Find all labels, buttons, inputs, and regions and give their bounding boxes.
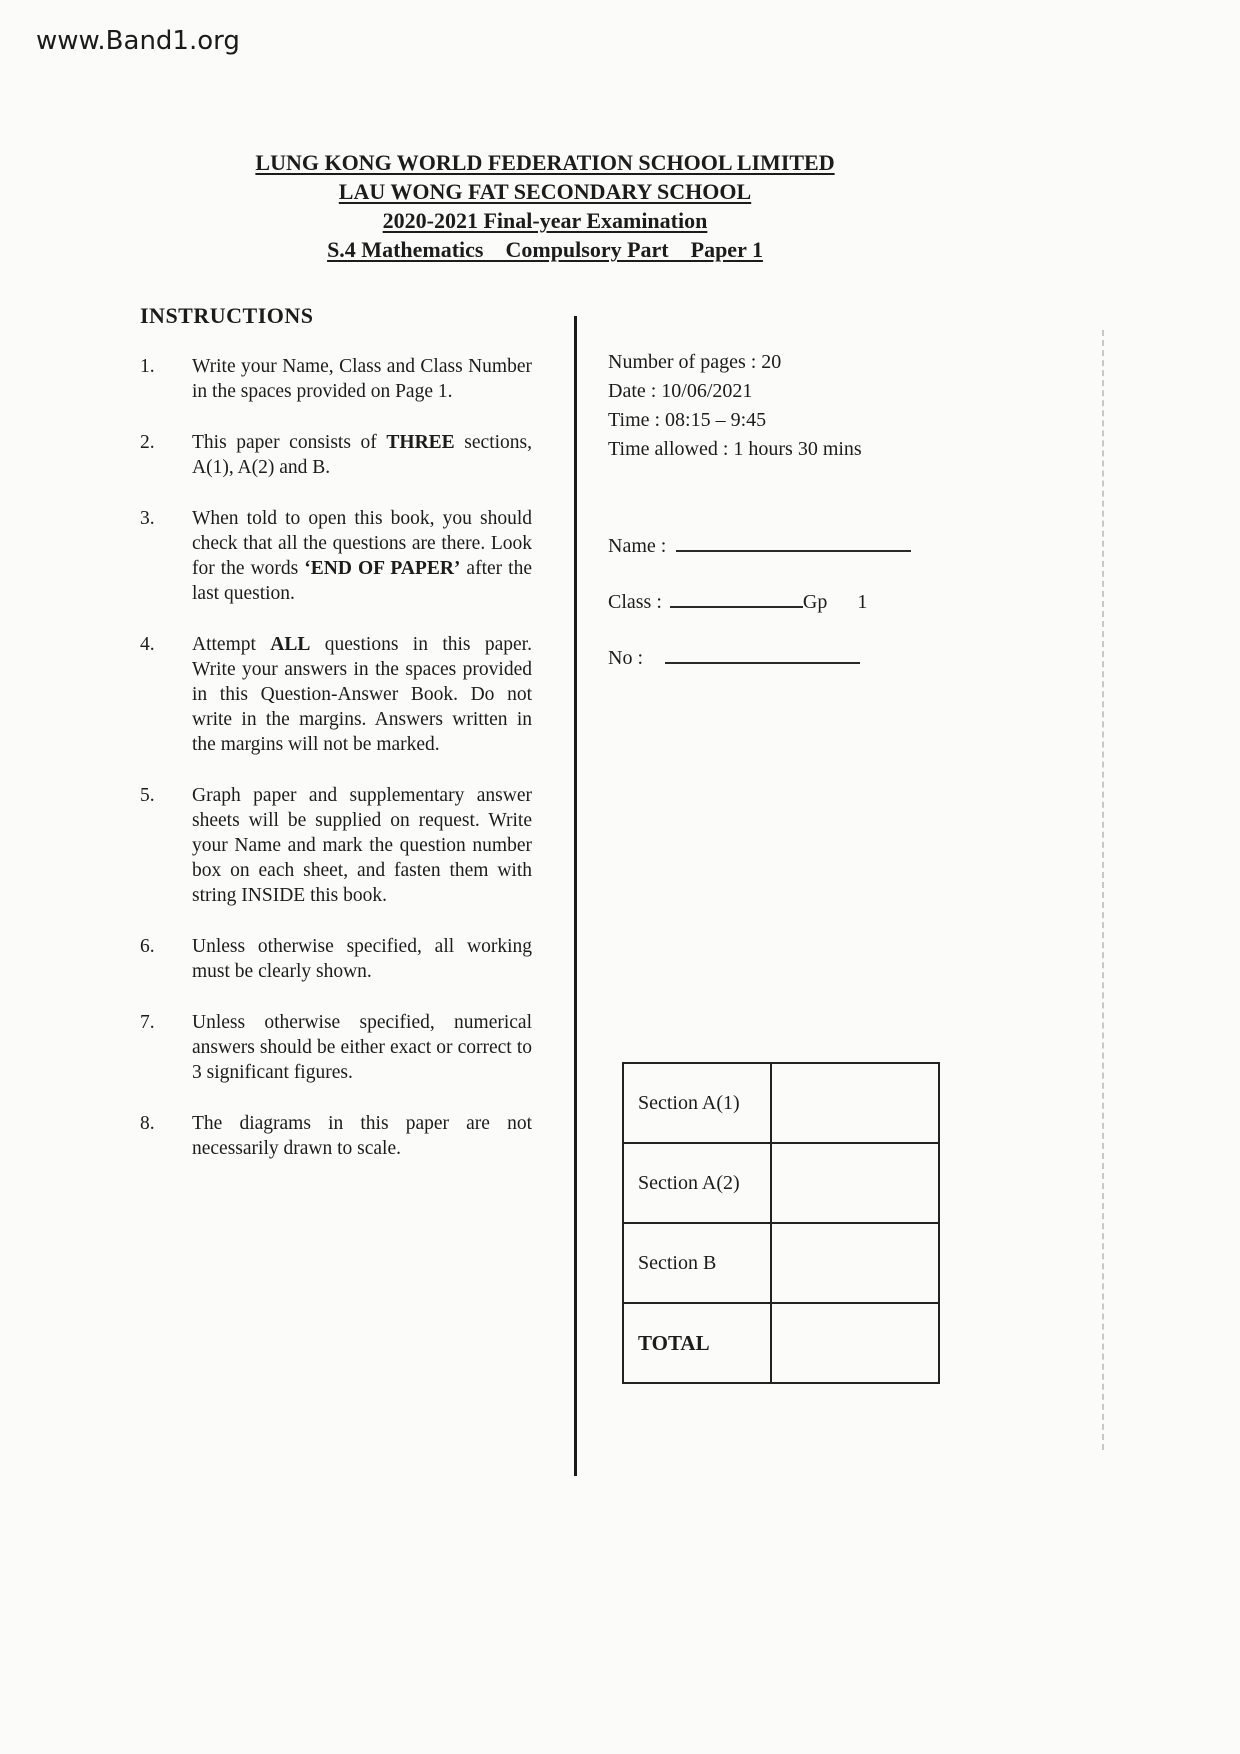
class-field-row (608, 584, 1148, 613)
name-blank (676, 528, 911, 552)
instruction-text-segment: sections, A(1), A(2) and B. (192, 432, 532, 478)
score-table (622, 1062, 940, 1384)
instruction-number: 2. (140, 432, 155, 453)
watermark: www.Band1.org (36, 26, 240, 56)
class-label: Class : (608, 591, 662, 613)
instruction-text-segment: When told to open this book, you should check that all the questions are there. Look for the words (192, 508, 532, 579)
instruction-item (140, 934, 532, 984)
instruction-text-segment: Unless otherwise specified, all working must be clearly shown. (192, 936, 532, 982)
exam-title: 2020-2021 Final-year Examination (382, 208, 708, 233)
score-cell-blank (772, 1304, 938, 1382)
time-allowed-info: Time allowed : 1 hours 30 mins (608, 438, 862, 460)
gp-label: Gp (802, 591, 828, 613)
instruction-text-segment: Attempt (192, 634, 271, 655)
instruction-text-segment: The diagrams in this paper are not necessarily drawn to scale. (192, 1113, 532, 1159)
instructions-section (140, 303, 532, 1187)
instruction-item (140, 1010, 532, 1085)
date-info: Date : 10/06/2021 (608, 380, 753, 402)
score-cell-blank (772, 1064, 938, 1142)
instruction-text (192, 1010, 532, 1085)
instruction-text (192, 1111, 532, 1161)
instruction-text-segment: Write your Name, Class and Class Number in the spaces provided on Page 1. (192, 356, 532, 402)
instruction-item (140, 430, 532, 480)
instruction-item (140, 783, 532, 908)
column-divider (574, 316, 577, 1476)
instruction-number: 3. (140, 508, 155, 529)
school-name-line2: LAU WONG FAT SECONDARY SCHOOL (338, 179, 752, 204)
instruction-text (192, 934, 532, 984)
instruction-text-segment-bold: THREE (386, 432, 455, 453)
instruction-text-segment-bold: ‘END OF PAPER’ (304, 558, 461, 579)
student-fields (608, 528, 1148, 669)
instruction-text-segment: Unless otherwise specified, numerical answers should be either exact or correct to 3 significant figures. (192, 1012, 532, 1083)
score-row-label: Section A(1) (624, 1064, 772, 1142)
score-cell-blank (772, 1224, 938, 1302)
score-cell-blank (772, 1144, 938, 1222)
scan-artifact (1102, 330, 1104, 1450)
instruction-item (140, 506, 532, 606)
instructions-title: INSTRUCTIONS (140, 303, 314, 328)
score-row-label: TOTAL (624, 1304, 772, 1382)
instruction-text-segment-bold: ALL (270, 634, 311, 655)
paper-title: S.4 Mathematics Compulsory Part Paper 1 (327, 237, 763, 262)
class-blank (670, 584, 803, 608)
no-blank (665, 640, 860, 664)
score-row-label: Section A(2) (624, 1144, 772, 1222)
no-field-row (608, 640, 1148, 669)
name-label: Name : (608, 535, 667, 557)
instruction-text (192, 354, 532, 404)
instruction-text-segment: questions in this paper. Write your answers in the spaces provided in this Question-Answer Book. Do not write in the margins. Answers written in the margins will not be marked. (192, 634, 532, 755)
instruction-item (140, 354, 532, 404)
score-row (624, 1224, 938, 1304)
instruction-number: 7. (140, 1012, 155, 1033)
instruction-text (192, 430, 532, 480)
no-label: No : (608, 647, 643, 669)
instruction-text (192, 783, 532, 908)
instruction-text (192, 506, 532, 606)
instruction-number: 5. (140, 785, 155, 806)
exam-info-column (608, 348, 1148, 696)
score-row (624, 1304, 938, 1382)
instruction-text-segment: This paper consists of (192, 432, 387, 453)
exam-header (0, 148, 1090, 264)
instruction-text-segment: after the last question. (192, 558, 532, 604)
instruction-number: 4. (140, 634, 155, 655)
instruction-item (140, 632, 532, 757)
instruction-text (192, 632, 532, 757)
exam-info-block (608, 348, 1148, 464)
pages-info: Number of pages : 20 (608, 351, 782, 373)
instruction-item (140, 1111, 532, 1161)
score-row-label: Section B (624, 1224, 772, 1302)
gp-value: 1 (857, 591, 868, 613)
instruction-number: 8. (140, 1113, 155, 1134)
score-row (624, 1144, 938, 1224)
name-field-row (608, 528, 1148, 557)
school-name-line1: LUNG KONG WORLD FEDERATION SCHOOL LIMITED (255, 150, 835, 175)
score-row (624, 1064, 938, 1144)
time-info: Time : 08:15 – 9:45 (608, 409, 767, 431)
instruction-number: 6. (140, 936, 155, 957)
instruction-number: 1. (140, 356, 155, 377)
instruction-text-segment: Graph paper and supplementary answer sheets will be supplied on request. Write your Name and mark the question number box on each sheet, and fasten them with string INSIDE this book. (192, 785, 532, 906)
